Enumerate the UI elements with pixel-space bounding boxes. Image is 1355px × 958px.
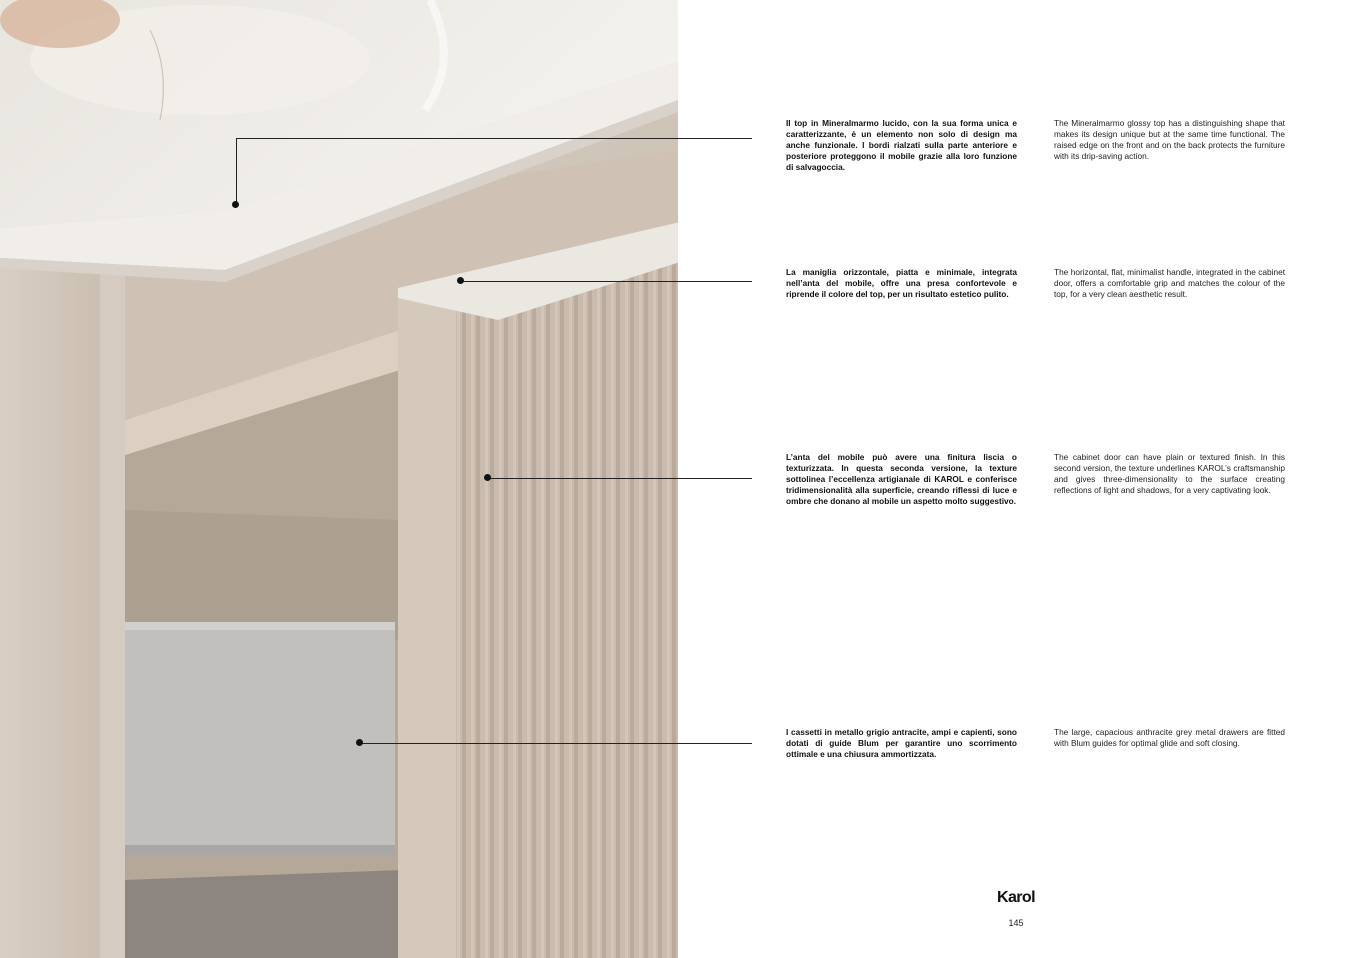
brand-logo: Karol — [997, 889, 1035, 906]
callout-1-text-italian: Il top in Mineralmarmo lucido, con la sua forma unica e caratterizzante, è un elemento non solo di design ma anche funzionale. I bordi rialzati sulla parte anteriore e posteriore proteggono il mobile grazie alla loro funzione di salvagoccia. — [786, 118, 1017, 172]
callout-4-text-italian: I cassetti in metallo grigio antracite, ampi e capienti, sono dotati di guide Blum per garantire uno scorrimento ottimale e una chiusura ammortizzata. — [786, 727, 1017, 759]
callout-3-text-english: The cabinet door can have plain or textured finish. In this second version, the texture underlines KAROL’s craftsmanship and gives three-dimensionality to the surface creating reflections of light and shadows, for a very captivating look. — [1054, 452, 1285, 495]
callout-1-vertical-line — [236, 138, 237, 205]
callout-3-text-italian: L’anta del mobile può avere una finitura liscia o texturizzata. In questa seconda versione, la texture sottolinea l’eccellenza artigianale di KAROL e conferisce tridimensionalità alla superficie, creando riflessi di luce e ombre che donano al mobile un aspetto molto suggestivo. — [786, 452, 1017, 506]
callout-2-text-english: The horizontal, flat, minimalist handle, integrated in the cabinet door, offers a comfortable grip and matches the colour of the top, for a very clean aesthetic result. — [1054, 267, 1285, 299]
callout-1-dot — [232, 201, 239, 208]
callout-3-line — [488, 478, 752, 479]
callout-4-line — [360, 743, 752, 744]
callout-4-dot — [356, 739, 363, 746]
callout-1-line — [236, 138, 752, 139]
callout-1-text-english: The Mineralmarmo glossy top has a distinguishing shape that makes its design unique but at the same time functional. The raised edge on the front and on the back protects the furniture with its drip-saving action. — [1054, 118, 1285, 161]
callout-2-line — [461, 281, 752, 282]
callout-4-text-english: The large, capacious anthracite grey metal drawers are fitted with Blum guides for optimal glide and soft closing. — [1054, 727, 1285, 748]
callout-3-dot — [484, 474, 491, 481]
callout-2-dot — [457, 277, 464, 284]
page-number: 145 — [1008, 918, 1024, 928]
callout-2-text-italian: La maniglia orizzontale, piatta e minimale, integrata nell’anta del mobile, offre una presa confortevole e riprende il colore del top, per un risultato estetico pulito. — [786, 267, 1017, 299]
